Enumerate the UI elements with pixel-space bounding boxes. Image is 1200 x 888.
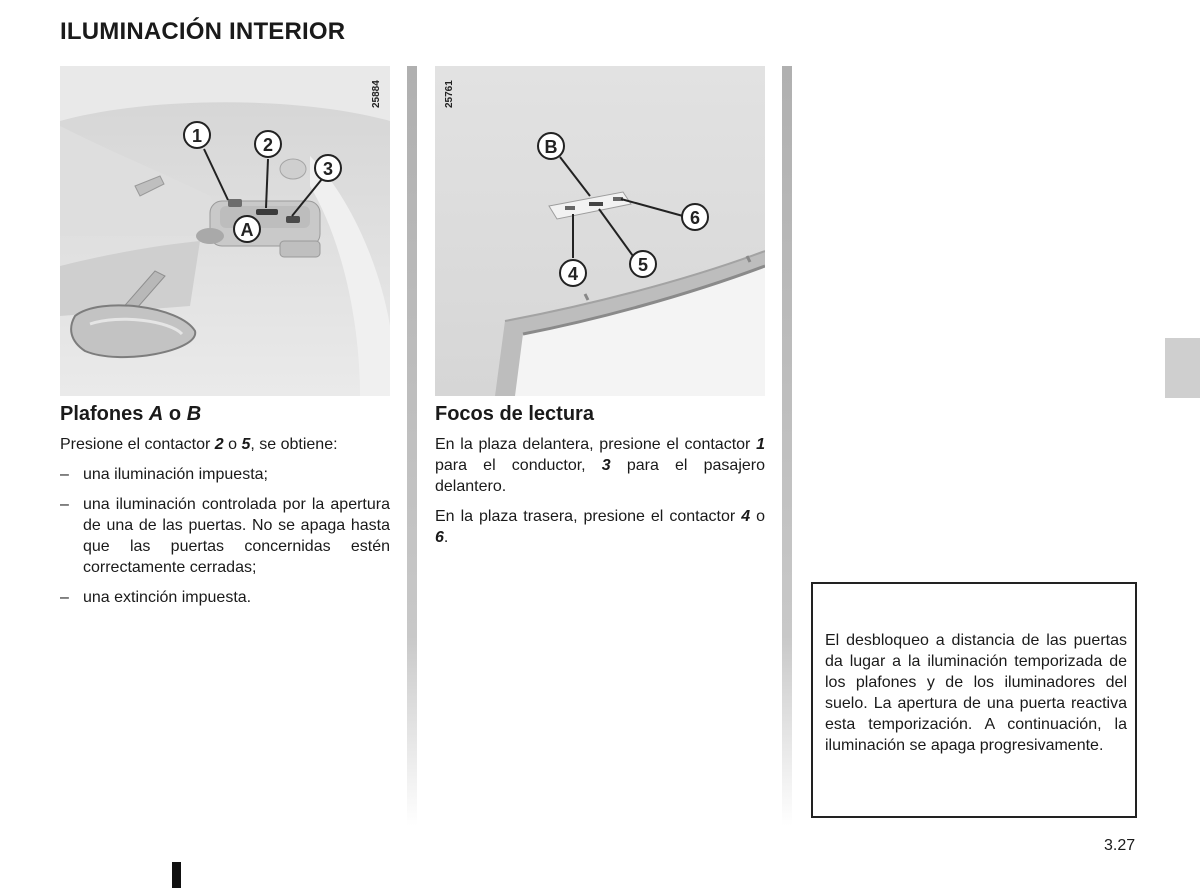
callout-a-icon: [234, 216, 260, 242]
figure-code: 25884: [371, 80, 382, 108]
page-title: ILUMINACIÓN INTERIOR: [60, 18, 346, 45]
section-heading-focos: Focos de lectura: [435, 403, 594, 425]
note-text: El desbloqueo a distancia de las puertas da lugar a la iluminación temporizada de los plafones y de los iluminadores del suelo. La apertura de una puerta reactiva esta temporización. A continuación, la iluminación se apaga progresivamente.: [825, 632, 1127, 754]
callout-4-icon: [560, 260, 586, 286]
callout-1-icon: [184, 122, 210, 148]
column-plafones: [60, 66, 390, 617]
svg-text:5: 5: [637, 255, 649, 275]
svg-text:2: 2: [262, 135, 274, 155]
column-divider: [407, 66, 417, 826]
callout-2-icon: [255, 131, 281, 157]
rear-reading-light-photo: [435, 66, 765, 396]
column-focos: [435, 66, 765, 557]
svg-text:B: B: [544, 137, 558, 157]
front-ceiling-light-photo: [60, 66, 390, 396]
page-number: 3.27: [1104, 837, 1136, 854]
note-box: [811, 582, 1137, 818]
callout-b-icon: [538, 133, 564, 159]
plafones-options-list: [60, 464, 390, 608]
column-divider: [782, 66, 792, 826]
list-item: – una iluminación controlada por la apertura de una de las puertas. No se apaga hasta que las puertas concernidas estén correctamente cerradas;: [60, 496, 390, 576]
callout-6-icon: [682, 204, 708, 230]
callout-3-icon: [315, 155, 341, 181]
crop-mark: [172, 862, 181, 888]
svg-text:1: 1: [191, 126, 203, 146]
svg-text:4: 4: [567, 264, 579, 284]
focos-rear-paragraph: En la plaza trasera, presione el contactor 4 o 6.: [435, 508, 765, 546]
list-item: – una iluminación impuesta;: [60, 466, 268, 483]
svg-text:6: 6: [689, 208, 701, 228]
focos-front-paragraph: En la plaza delantera, presione el contactor 1 para el conductor, 3 para el pasajero delantero.: [435, 436, 766, 495]
chapter-tab: [1165, 338, 1200, 398]
svg-text:3: 3: [322, 159, 334, 179]
svg-text:A: A: [240, 220, 254, 240]
plafones-intro: Presione el contactor 2 o 5, se obtiene:: [60, 436, 338, 453]
callout-5-icon: [630, 251, 656, 277]
section-heading-plafones: Plafones A o B: [60, 403, 202, 425]
figure-code: 25761: [444, 80, 455, 108]
list-item: – una extinción impuesta.: [60, 589, 252, 606]
